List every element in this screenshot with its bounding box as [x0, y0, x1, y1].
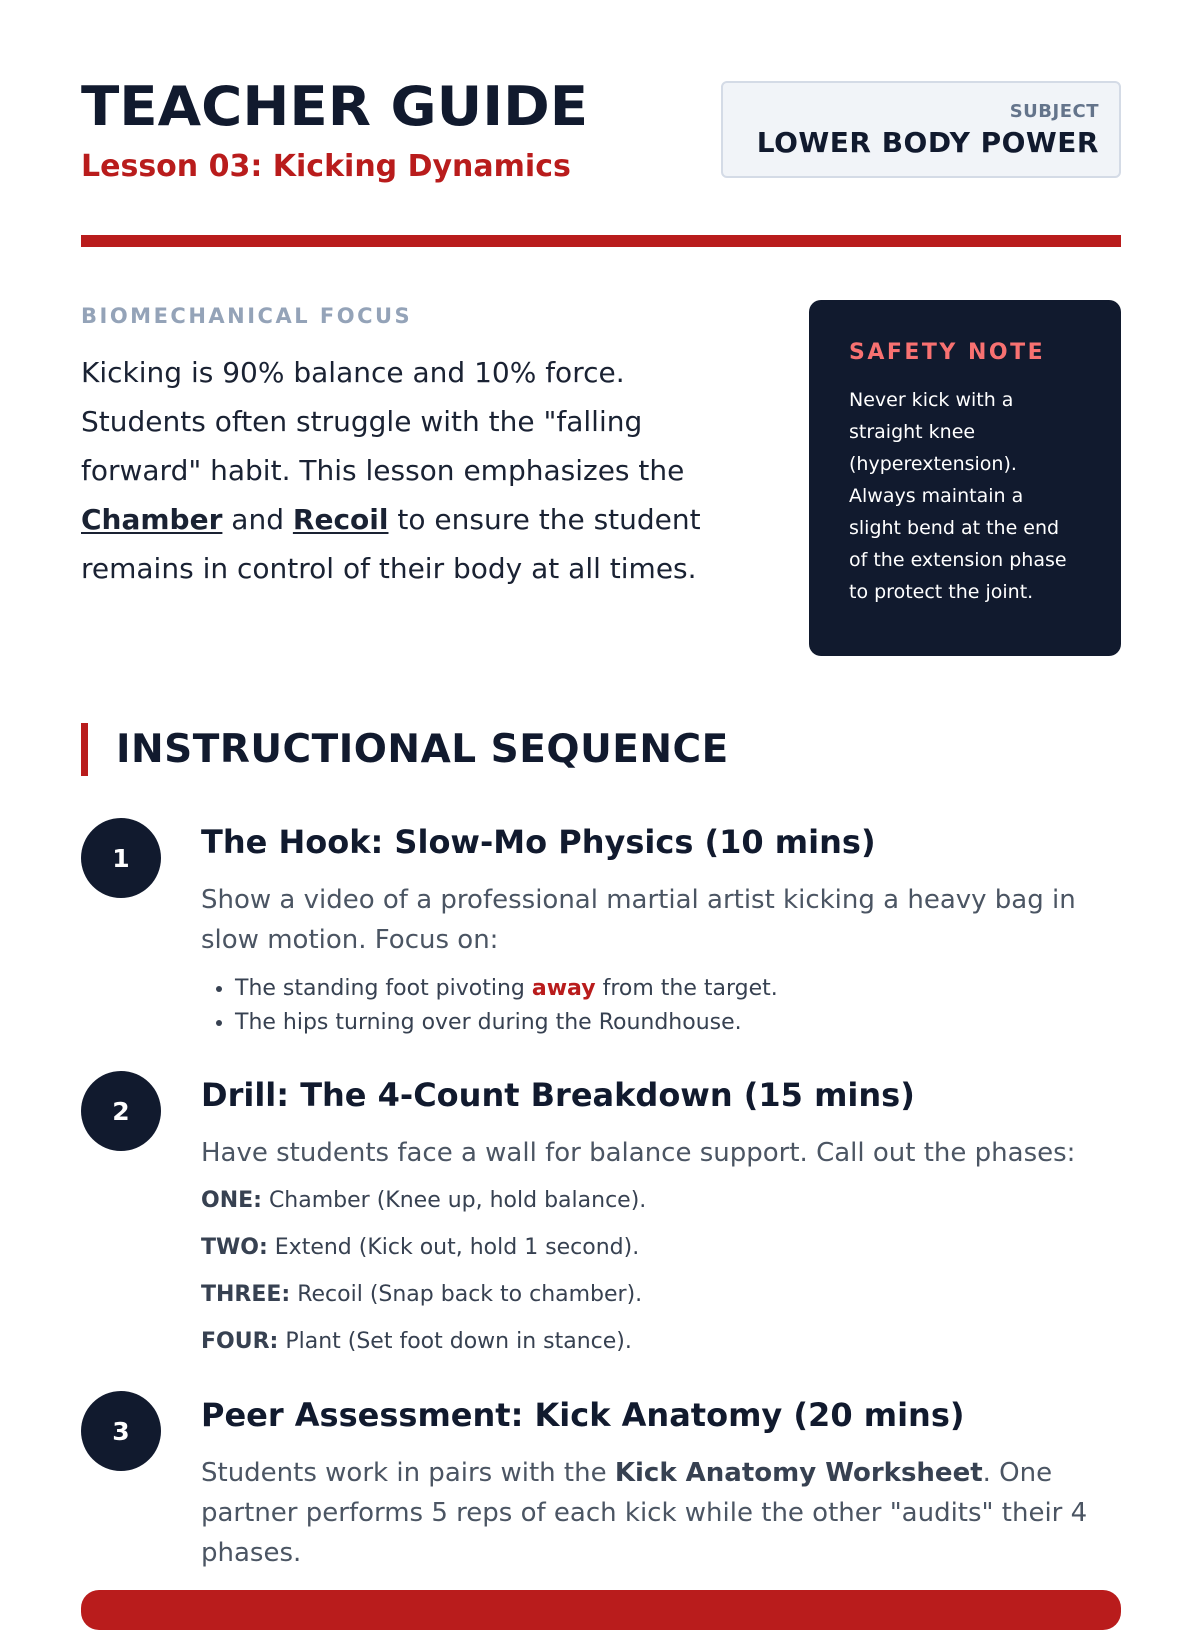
focus-text-and: and [222, 503, 293, 536]
step-number-badge: 3 [81, 1391, 161, 1471]
header [81, 0, 1121, 248]
step-description: Have students face a wall for balance support. Call out the phases: [201, 1138, 1076, 1168]
step-title: The Hook: Slow-Mo Physics (10 mins) [201, 823, 876, 861]
phase-item [201, 1271, 1121, 1318]
step-title: Drill: The 4-Count Breakdown (15 mins) [201, 1076, 915, 1114]
phase-list [201, 1177, 1121, 1365]
worksheet-name: Kick Anatomy Worksheet [614, 1458, 983, 1488]
page-title: TEACHER GUIDE [81, 75, 589, 138]
phase-item [201, 1177, 1121, 1224]
header-divider [81, 235, 1121, 247]
phase-text: Recoil (Snap back to chamber). [290, 1282, 643, 1307]
phase-item [201, 1318, 1121, 1365]
phase-label: TWO: [201, 1235, 268, 1260]
subject-label: SUBJECT [1009, 101, 1099, 122]
focus-text-part2: to ensure the student remains in control of their body at all times. [81, 503, 701, 585]
sequence-heading: INSTRUCTIONAL SEQUENCE [116, 727, 729, 772]
phase-text: Chamber (Knee up, hold balance). [261, 1188, 647, 1213]
subject-value: LOWER BODY POWER [756, 126, 1099, 159]
focus-term-recoil: Recoil [292, 503, 389, 536]
step-body [201, 1391, 1121, 1573]
bullet-emphasis: away [531, 976, 596, 1001]
safety-note-title: SAFETY NOTE [849, 340, 1046, 365]
subject-box [721, 81, 1121, 178]
step-title: Peer Assessment: Kick Anatomy (20 mins) [201, 1396, 965, 1434]
safety-note-card [809, 300, 1121, 656]
step-desc-before: Students work in pairs with the [201, 1458, 615, 1488]
phase-label: THREE: [201, 1282, 291, 1307]
step-description: Show a video of a professional martial artist kicking a heavy bag in slow motion. Focus on: [201, 885, 1076, 955]
step-description [201, 1453, 1121, 1573]
sequence-heading-block [81, 723, 729, 776]
focus-term-chamber: Chamber [81, 503, 223, 536]
safety-note-text: Never kick with a straight knee (hyperextension). Always maintain a slight bend at the end of the extension phase to protect the joint. [849, 389, 1067, 603]
phase-text: Extend (Kick out, hold 1 second). [267, 1235, 640, 1260]
focus-text [81, 348, 731, 593]
step-number-badge: 2 [81, 1071, 161, 1151]
list-item [235, 972, 1121, 1006]
step-desc-after: . One partner performs 5 reps of each kick while the other "audits" their 4 phases. [201, 1458, 1088, 1568]
focus-label: BIOMECHANICAL FOCUS [81, 304, 413, 328]
step-body [201, 1071, 1121, 1365]
focus-bullet-list [201, 972, 1121, 1040]
phase-text: Plant (Set foot down in stance). [278, 1329, 632, 1354]
phase-label: FOUR: [201, 1329, 279, 1354]
lesson-subtitle: Lesson 03: Kicking Dynamics [81, 149, 571, 184]
focus-text-part1: Kicking is 90% balance and 10% force. Students often struggle with the "falling forward" habit. This lesson emphasizes the [81, 356, 685, 487]
teacher-guide-page [81, 0, 1121, 1568]
phase-label: ONE: [201, 1188, 262, 1213]
bullet-text-after: from the target. [595, 976, 778, 1001]
phase-item [201, 1224, 1121, 1271]
step-number-badge: 1 [81, 818, 161, 898]
bullet-text-before: The standing foot pivoting [235, 976, 532, 1001]
footer-accent-bar [81, 1590, 1121, 1630]
step-body [201, 818, 1121, 1040]
list-item: • The hips turning over during the Roundhouse. [235, 1006, 1121, 1040]
